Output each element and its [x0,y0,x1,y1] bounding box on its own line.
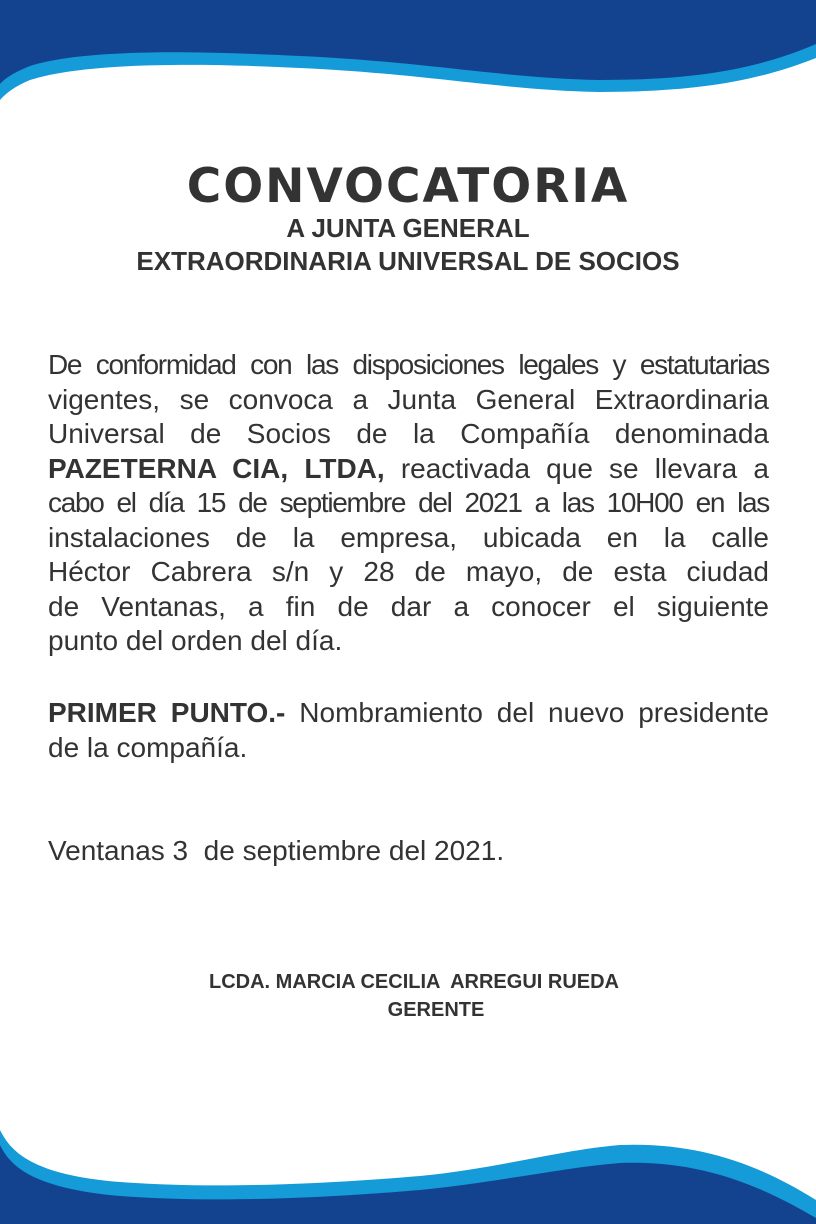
signature-name: LCDA. MARCIA CECILIA ARREGUI RUEDA [209,971,619,993]
body-line: Héctor Cabrera s/n y 28 de mayo, de esta ciudad [48,556,769,587]
agenda-line-1 [48,696,769,731]
agenda-text: Nombramiento del nuevo presidente [285,697,769,728]
body-line: punto del orden del día. [48,625,343,656]
body-line: cabo el día 15 de septiembre del 2021 a las 10H00 en las [48,487,769,518]
company-name: PAZETERNA CIA, LTDA, [48,452,385,484]
document-title: CONVOCATORIA [186,159,630,214]
agenda-point [48,696,769,765]
body-line: De conformidad con las disposiciones legales y estatutarias [48,349,769,380]
agenda-line-2: de la compañía. [48,731,248,763]
signature-role: GERENTE [387,999,485,1021]
body-paragraph [48,348,769,659]
body-line: vigentes, se convoca a Junta General Extraordinaria [48,383,769,415]
company-line-rest: reactivada que se llevara a [384,452,769,484]
document-subtitle-line1: A JUNTA GENERAL [286,213,530,243]
body-line: de Ventanas, a fin de dar a conocer el siguiente [48,590,769,622]
agenda-label: PRIMER PUNTO.- [48,697,286,728]
body-line: Universal de Socios de la Compañía denominada [48,418,769,449]
document-subtitle-line2: EXTRAORDINARIA UNIVERSAL DE SOCIOS [136,246,680,276]
bottom-wave-decoration [0,1100,816,1224]
date-line: Ventanas 3 de septiembre del 2021. [48,835,505,866]
top-wave-decoration [0,0,816,120]
body-line-company [48,452,769,487]
body-line: instalaciones de la empresa, ubicada en la calle [48,521,769,553]
